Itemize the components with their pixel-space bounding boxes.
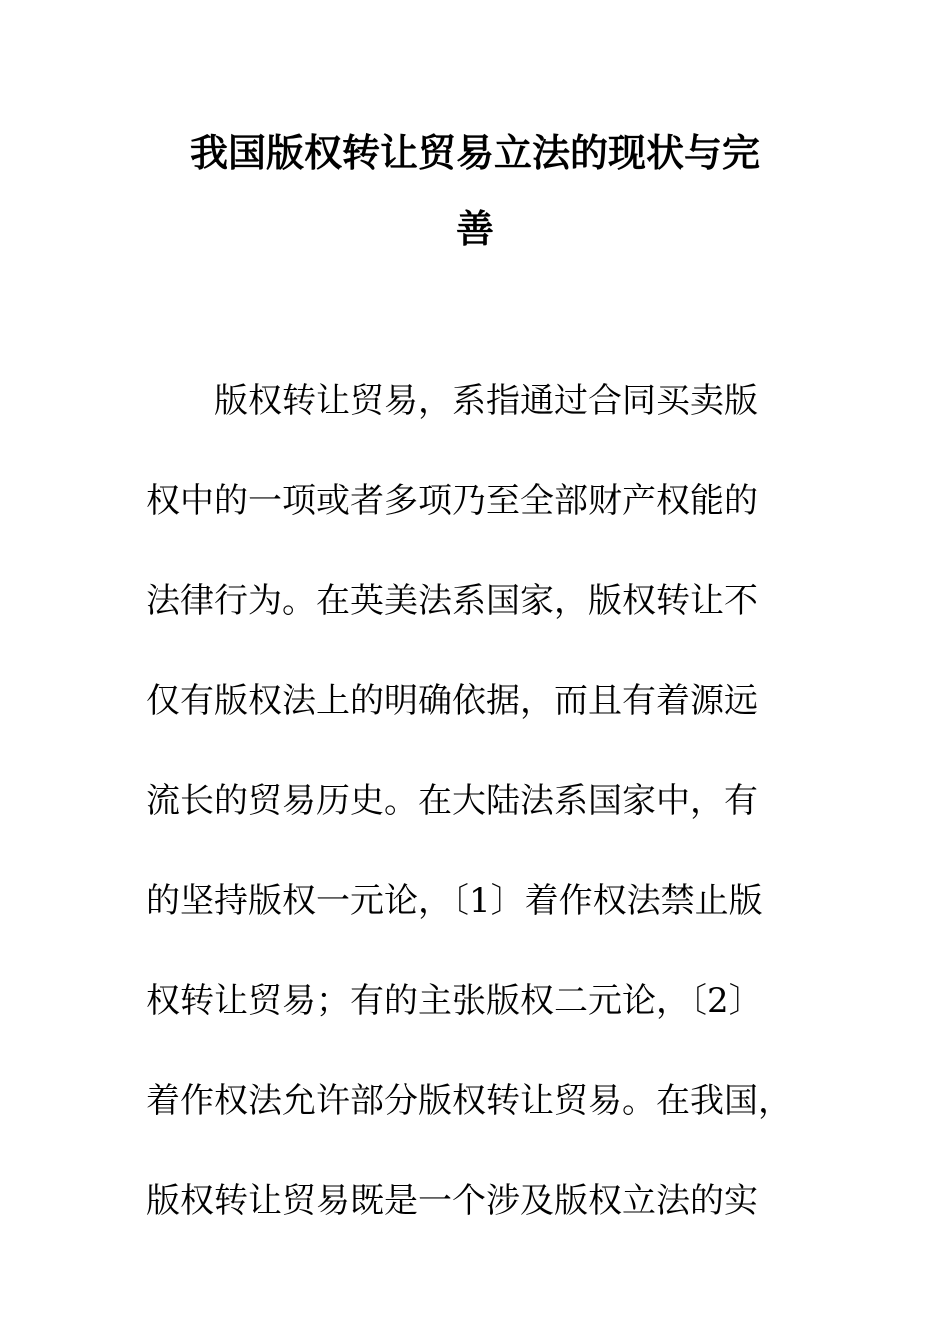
paragraph-line-8: 着作权法允许部分版权转让贸易。在我国， (146, 1081, 792, 1121)
paragraph-line-4: 仅有版权法上的明确依据，而且有着源远 (146, 681, 758, 721)
paragraph-line-6: 的坚持版权一元论，〔1〕着作权法禁止版 (146, 881, 763, 921)
document-title-line-2: 善 (455, 207, 494, 251)
paragraph-line-1: 版权转让贸易，系指通过合同买卖版 (214, 381, 758, 421)
paragraph-line-9: 版权转让贸易既是一个涉及版权立法的实 (146, 1181, 758, 1221)
paragraph-line-2: 权中的一项或者多项乃至全部财产权能的 (146, 481, 758, 521)
paragraph-line-7: 权转让贸易；有的主张版权二元论，〔2〕 (146, 981, 763, 1021)
document-title-line-1: 我国版权转让贸易立法的现状与完 (189, 131, 760, 175)
paragraph-line-3: 法律行为。在英美法系国家，版权转让不 (146, 581, 758, 621)
paragraph-line-5: 流长的贸易历史。在大陆法系国家中，有 (146, 781, 758, 821)
